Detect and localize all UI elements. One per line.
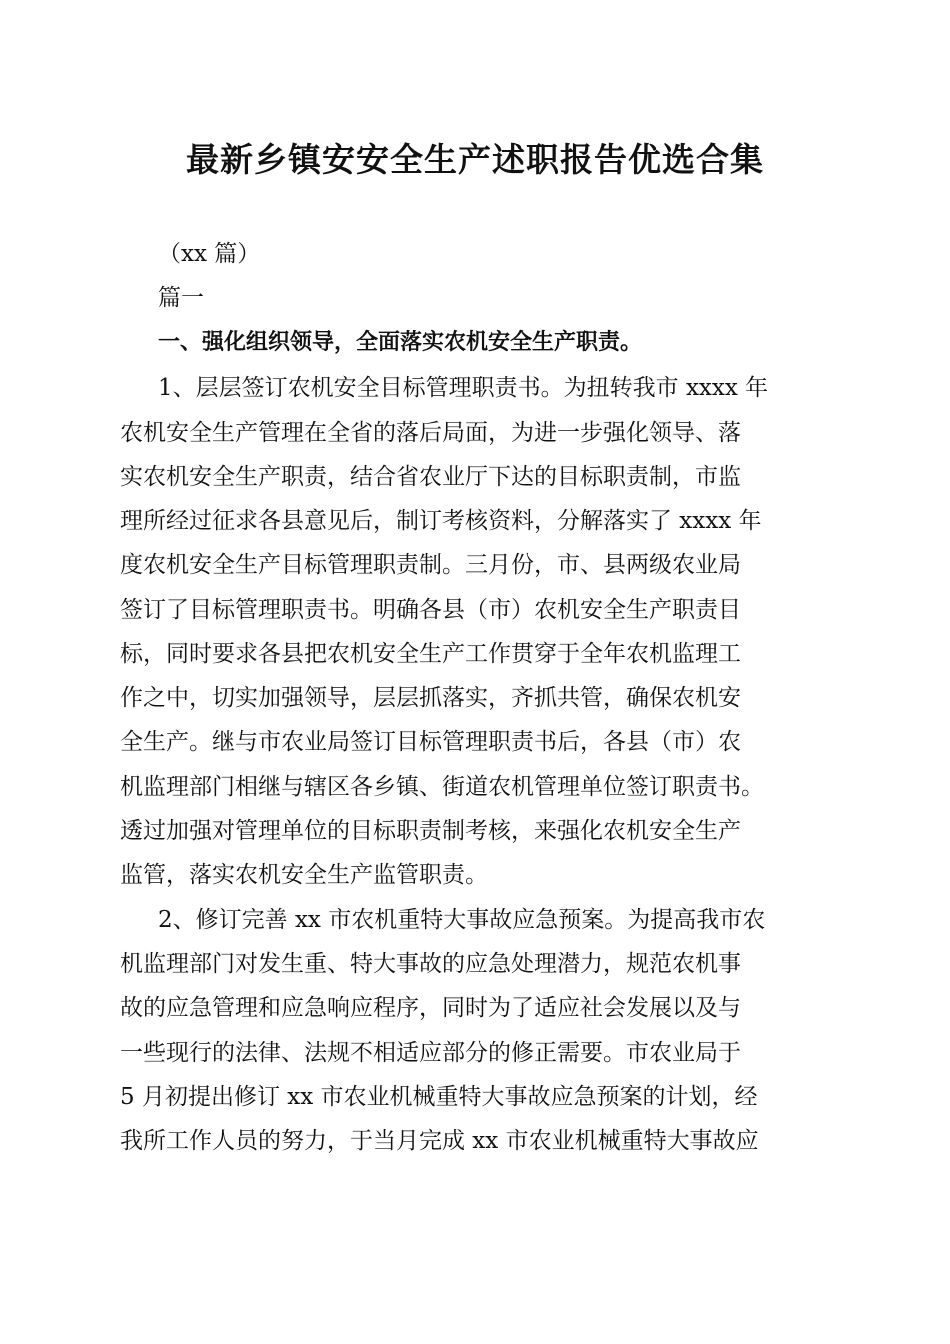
paragraph-1-line: 签订了目标管理职责书。明确各县（市）农机安全生产职责目: [120, 597, 741, 623]
paragraph-2-line: 机监理部门对发生重、特大事故的应急处理潜力，规范农机事: [120, 951, 741, 977]
section-heading: 一、强化组织领导，全面落实农机安全生产职责。: [158, 330, 643, 355]
paragraph-1-line: 监管，落实农机安全生产监管职责。: [120, 862, 488, 888]
paragraph-2-line: 故的应急管理和应急响应程序，同时为了适应社会发展以及与: [120, 995, 741, 1021]
paragraph-1-line: 机监理部门相继与辖区各乡镇、街道农机管理单位签订职责书。: [120, 774, 764, 800]
paragraph-2-line: 2、修订完善 xx 市农机重特大事故应急预案。为提高我市农: [158, 907, 766, 933]
paragraph-2-line: 一些现行的法律、法规不相适应部分的修正需要。市农业局于: [120, 1040, 741, 1066]
paragraph-1-line: 度农机安全生产目标管理职责制。三月份，市、县两级农业局: [120, 552, 741, 578]
paragraph-1-line: 理所经过征求各县意见后，制订考核资料，分解落实了 xxxx 年: [120, 508, 762, 534]
paragraph-1-line: 作之中，切实加强领导，层层抓落实，齐抓共管，确保农机安: [120, 685, 741, 711]
paragraph-1-line: 透过加强对管理单位的目标职责制考核，来强化农机安全生产: [120, 818, 741, 844]
paragraph-2-line: 我所工作人员的努力，于当月完成 xx 市农业机械重特大事故应: [120, 1128, 759, 1154]
paragraph-2-line: 5 月初提出修订 xx 市农业机械重特大事故应急预案的计划，经: [120, 1084, 758, 1110]
document-title: 最新乡镇安安全生产述职报告优选合集: [186, 140, 764, 179]
paragraph-1-line: 实农机安全生产职责，结合省农业厅下达的目标职责制，市监: [120, 464, 741, 490]
count-note: （xx 篇）: [158, 241, 261, 267]
paragraph-1-line: 农机安全生产管理在全省的落后局面，为进一步强化领导、落: [120, 420, 741, 446]
paragraph-1-line: 全生产。继与市农业局签订目标管理职责书后，各县（市）农: [120, 729, 741, 755]
paragraph-1-line: 1、层层签订农机安全目标管理职责书。为扭转我市 xxxx 年: [158, 375, 769, 401]
paragraph-1-line: 标，同时要求各县把农机安全生产工作贯穿于全年农机监理工: [120, 641, 741, 667]
part-label: 篇一: [158, 285, 204, 311]
